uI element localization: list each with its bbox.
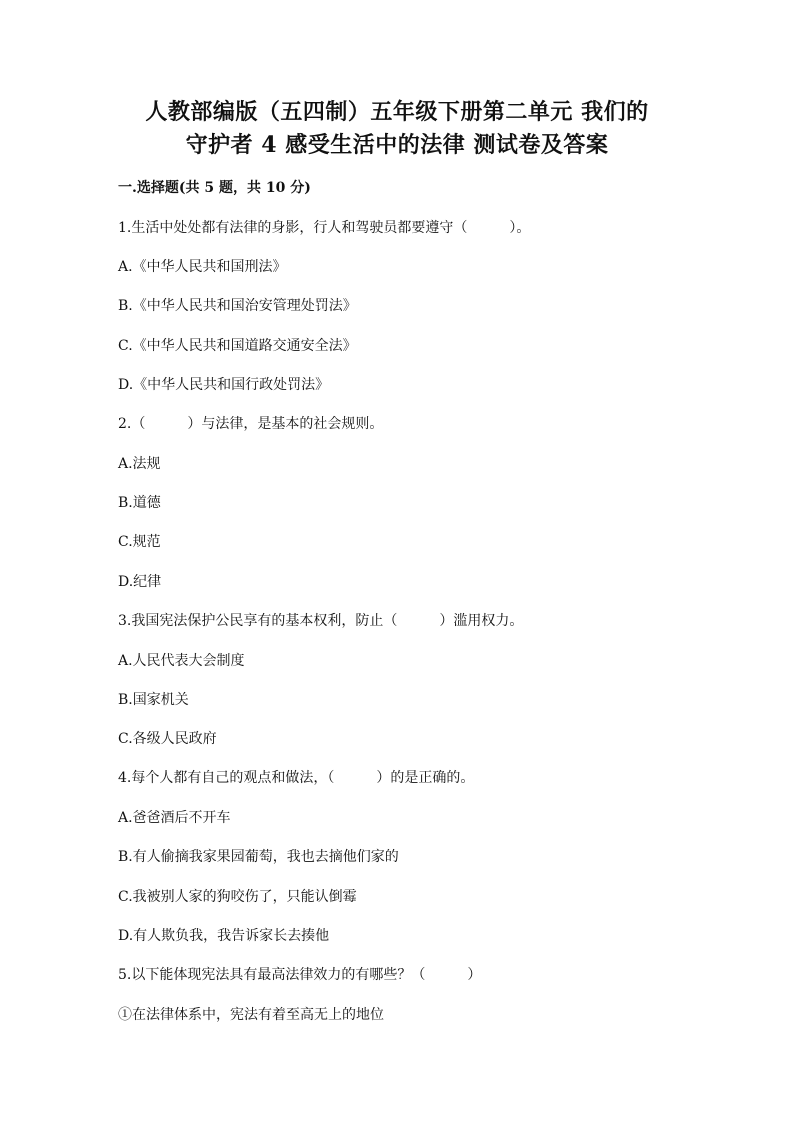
question-2-option-c: C.规范 xyxy=(118,534,161,550)
question-5-stem: 5.以下能体现宪法具有最高法律效力的有哪些？（ ） xyxy=(118,967,482,983)
question-2-option-d: D.纪律 xyxy=(118,574,162,590)
section-heading: 一.选择题(共 5 题，共 10 分) xyxy=(118,180,311,196)
question-2-stem: 2.（ ）与法律，是基本的社会规则。 xyxy=(118,416,384,432)
document-title-line-2: 守护者 4 感受生活中的法律 测试卷及答案 xyxy=(185,132,609,158)
question-1-option-b: B.《中华人民共和国治安管理处罚法》 xyxy=(118,298,357,314)
question-4-option-a: A.爸爸酒后不开车 xyxy=(118,810,231,826)
question-3-option-c: C.各级人民政府 xyxy=(118,731,217,747)
question-4-option-b: B.有人偷摘我家果园葡萄，我也去摘他们家的 xyxy=(118,849,399,865)
question-4-option-d: D.有人欺负我，我告诉家长去揍他 xyxy=(118,928,330,944)
question-1-option-d: D.《中华人民共和国行政处罚法》 xyxy=(118,377,330,393)
question-4-option-c: C.我被别人家的狗咬伤了，只能认倒霉 xyxy=(118,889,357,905)
question-2-option-a: A.法规 xyxy=(118,456,161,472)
document-title-line-1: 人教部编版（五四制）五年级下册第二单元 我们的 xyxy=(145,99,649,125)
question-3-stem: 3.我国宪法保护公民享有的基本权利，防止（ ）滥用权力。 xyxy=(118,613,524,629)
question-4-stem: 4.每个人都有自己的观点和做法，（ ）的是正确的。 xyxy=(118,770,475,786)
question-5-statement-1: ①在法律体系中，宪法有着至高无上的地位 xyxy=(118,1007,384,1023)
question-1-option-a: A.《中华人民共和国刑法》 xyxy=(118,259,287,275)
question-3-option-a: A.人民代表大会制度 xyxy=(118,653,245,669)
question-1-stem: 1.生活中处处都有法律的身影，行人和驾驶员都要遵守（ ）。 xyxy=(118,220,531,236)
question-2-option-b: B.道德 xyxy=(118,495,161,511)
question-1-option-c: C.《中华人民共和国道路交通安全法》 xyxy=(118,338,357,354)
question-3-option-b: B.国家机关 xyxy=(118,692,189,708)
